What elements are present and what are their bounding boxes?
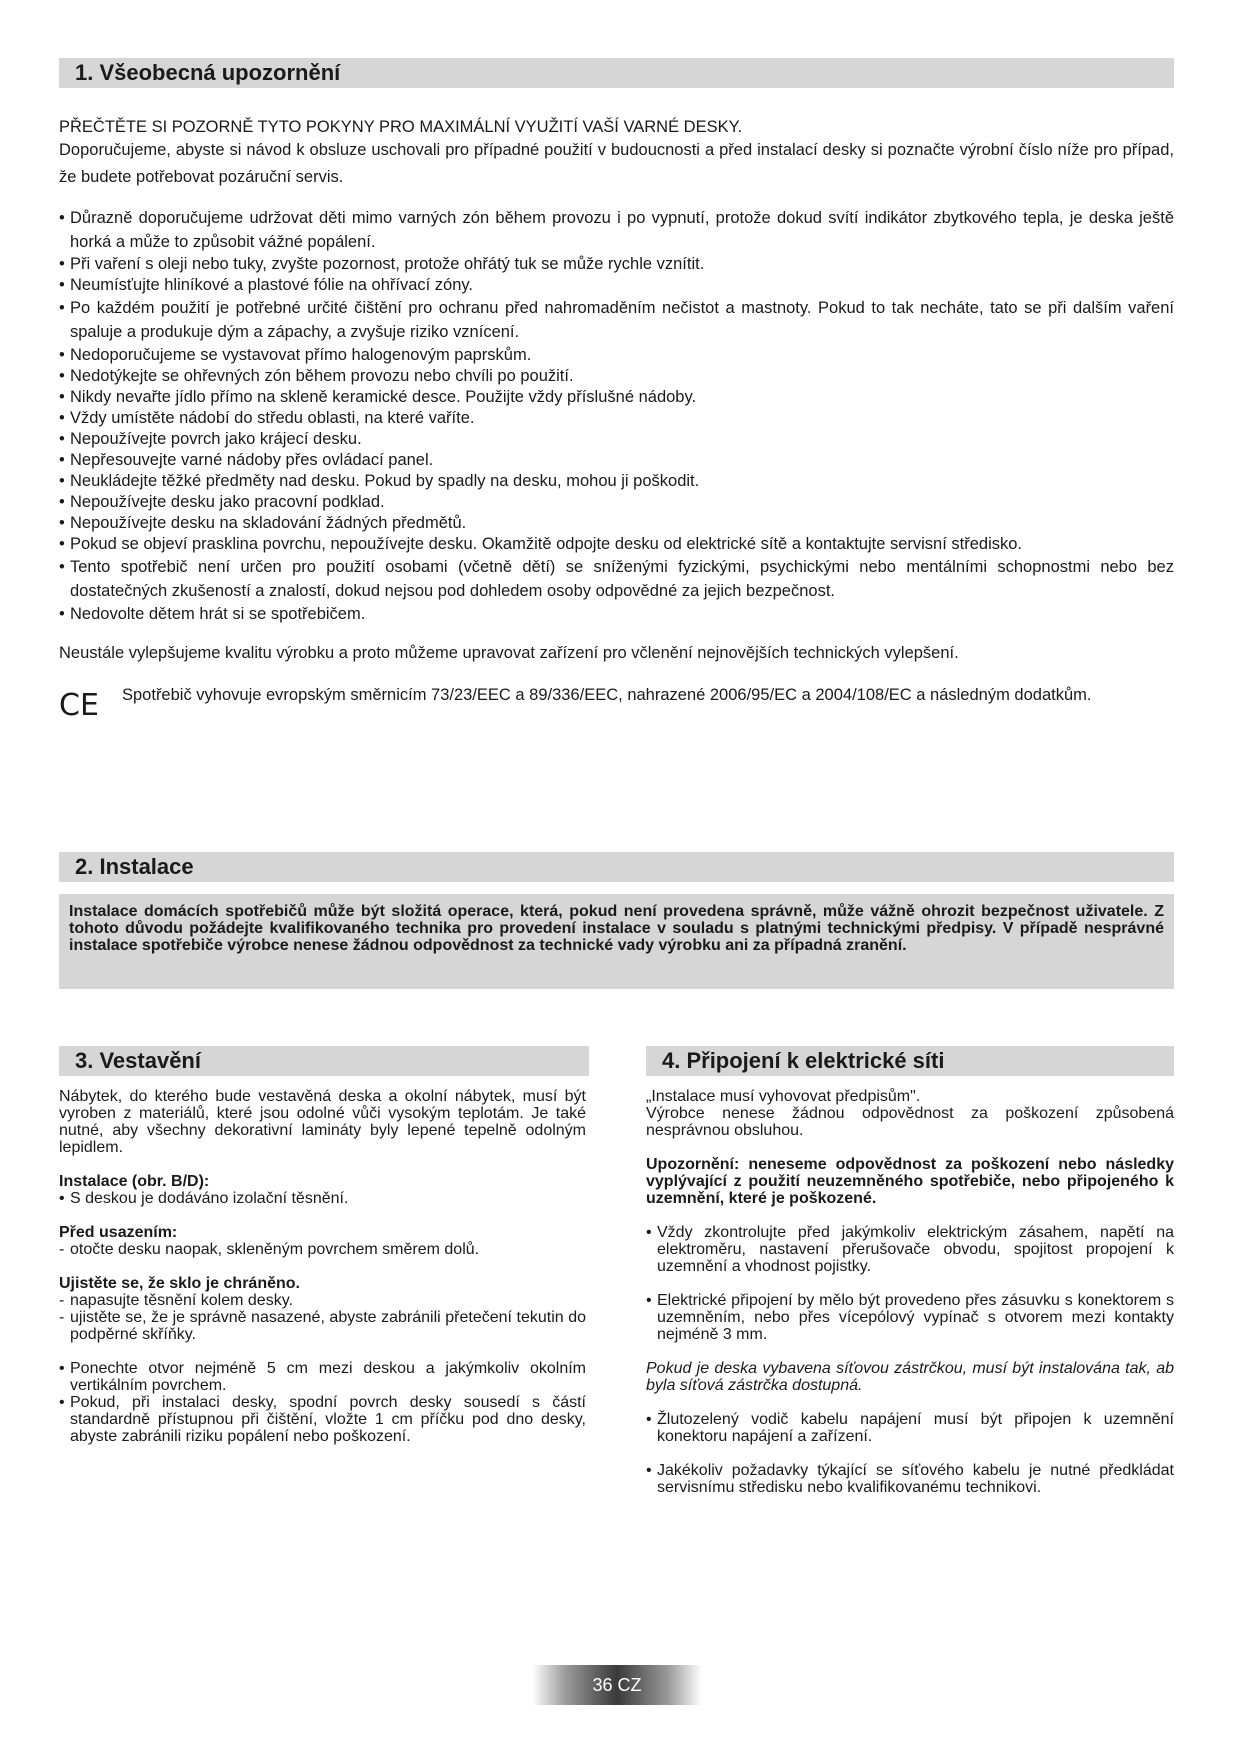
list-item: • Vždy umístěte nádobí do středu oblasti, na které vaříte. [59,408,1174,428]
list-item: • Nedovolte dětem hrát si se spotřebičem. [59,604,1174,624]
list-item: • Nepřesouvejte varné nádoby přes ovládací panel. [59,450,1174,470]
intro-caps: PŘEČTĚTE SI POZORNĚ TYTO POKYNY PRO MAXIMÁLNÍ VYUŽITÍ VAŠÍ VARNÉ DESKY. [59,118,743,136]
list-item: • Jakékoliv požadavky týkající se síťového kabelu je nutné předkládat servisnímu středisku nebo kvalifikovanému technikovi. [646,1462,1174,1496]
list-item: • Elektrické připojení by mělo být provedeno přes zásuvku s konektorem s uzemněním, nebo přes vícepólový vypínač s otvorem mezi kontakty nejméně 3 mm. [646,1292,1174,1343]
section-1-intro [59,118,1174,191]
list-item: • Neumísťujte hliníkové a plastové fólie na ohřívací zóny. [59,275,1174,295]
liability-text: Výrobce nenese žádnou odpovědnost za poškození způsobená nesprávnou obsluhou. [646,1105,1174,1139]
section-4-body [646,1088,1174,1496]
plug-note: Pokud je deska vybavena síťovou zástrčkou, musí být instalována tak, ab byla síťová zástrčka dostupná. [646,1360,1174,1394]
list-item: • S deskou je dodáváno izolační těsnění. [59,1190,586,1207]
installation-warning-text: Instalace domácích spotřebičů může být složitá operace, která, pokud není provedena správně, může vážně ohrozit bezpečnost uživatele. Z tohoto důvodu požádejte kvalifikovaného technika pro provedení instalace v souladu s platnými technickými předpisy. V případě nesprávné instalace spotřebiče výrobce nenese žádnou odpovědnost za technické vady výrobku ani za případná zranění. [69,903,1164,954]
page-number: 36 CZ [532,1665,702,1705]
list-item: • Pokud, při instalaci desky, spodní povrch desky sousedí s částí standardně přístupnou při čištění, vložte 1 cm příčku pod dno desky, abyste zabránili riziku popálení nebo poškození. [59,1394,586,1445]
list-item: • Nepoužívejte desku jako pracovní podklad. [59,492,1174,512]
list-item: • Ponechte otvor nejméně 5 cm mezi deskou a jakýmkoliv okolním vertikálním povrchem. [59,1360,586,1394]
list-item: • Důrazně doporučujeme udržovat děti mimo varných zón během provozu i po vypnutí, protože dokud svítí indikátor zbytkového tepla, je deska ještě horká a může to způsobit vážné popálení. [59,206,1174,254]
list-item: • Vždy zkontrolujte před jakýmkoliv elektrickým zásahem, napětí na elektroměru, nastavení přerušovače obvodu, spojitost propojení k uzemnění a vhodnost pojistky. [646,1224,1174,1275]
list-item: - ujistěte se, že je správně nasazené, abyste zabránili přetečení tekutin do podpěrné skříňky. [59,1309,586,1343]
list-item: • Žlutozelený vodič kabelu napájení musí být připojen k uzemnění konektoru napájení a zařízení. [646,1411,1174,1445]
list-item: • Neukládejte těžké předměty nad desku. Pokud by spadly na desku, mohou ji poškodit. [59,471,1174,491]
list-item: • Nedotýkejte se ohřevných zón během provozu nebo chvíli po použití. [59,366,1174,386]
section-4-header [646,1046,1174,1076]
grounding-warning: Upozornění: neneseme odpovědnost za poškození nebo následky vyplývající z použití neuzemněného spotřebiče, nebo připojeného k uzemnění, které je poškozené. [646,1156,1174,1207]
section-3-body [59,1088,586,1445]
section-1-bullet-list [59,206,1174,625]
improvement-note: Neustále vylepšujeme kvalitu výrobku a proto můžeme upravovat zařízení pro včlenění nejnovějších technických vylepšení. [59,644,959,662]
list-item: - otočte desku naopak, skleněným povrchem směrem dolů. [59,1241,586,1258]
ce-compliance-text: Spotřebič vyhovuje evropským směrnicím 73/23/EEC a 89/336/EEC, nahrazené 2006/95/EC a 2004/108/EC a následným dodatkům. [122,686,1092,704]
section-2-title: 2. Instalace [75,854,194,879]
installation-warning-box [59,894,1174,989]
list-item: • Nepoužívejte povrch jako krájecí desku. [59,429,1174,449]
section-4-title: 4. Připojení k elektrické síti [662,1048,945,1073]
before-heading: Před usazením: [59,1224,178,1241]
section-2-header [59,852,1174,882]
glass-heading: Ujistěte se, že sklo je chráněno. [59,1275,300,1292]
list-item: • Nikdy nevařte jídlo přímo na skleně keramické desce. Použijte vždy příslušné nádoby. [59,387,1174,407]
list-item: - napasujte těsnění kolem desky. [59,1292,586,1309]
list-item: • Nepoužívejte desku na skladování žádných předmětů. [59,513,1174,533]
list-item: • Při vaření s oleji nebo tuky, zvyšte pozornost, protože ohřátý tuk se může rychle vznítit. [59,254,1174,274]
intro-text: Doporučujeme, abyste si návod k obsluze uschovali pro případné použití v budoucnosti a před instalací desky si poznačte výrobní číslo níže pro případ, že budete potřebovat pozáruční servis. [59,141,1174,186]
installation-quote: „Instalace musí vyhovovat předpisům". [646,1088,921,1105]
section-3-intro: Nábytek, do kterého bude vestavěná deska a okolní nábytek, musí být vyroben z materiálů, které jsou odolné vůči vysokým teplotám. Je také nutné, aby všechny dekorativní lamináty byly lepené tepelně odolným lepidlem. [59,1088,586,1156]
ce-mark-icon: CE [59,688,99,723]
list-item: • Tento spotřebič není určen pro použití osobami (včetně dětí) se sníženými fyzickými, psychickými nebo mentálními schopnostmi nebo bez dostatečných zkušeností a znalostí, dokud nejsou pod dohledem osoby odpovědné za jejich bezpečnost. [59,555,1174,603]
list-item: • Pokud se objeví prasklina povrchu, nepoužívejte desku. Okamžitě odpojte desku od elektrické sítě a kontaktujte servisní středisko. [59,534,1174,554]
install-heading: Instalace (obr. B/D): [59,1173,210,1190]
list-item: • Po každém použití je potřebné určité čištění pro ochranu před nahromaděním nečistot a mastnoty. Pokud to tak necháte, tato se při dalším vaření spaluje a produkuje dým a zápachy, a zvyšuje riziko vznícení. [59,296,1174,344]
section-3-header [59,1046,589,1076]
section-1-header [59,58,1174,88]
list-item: • Nedoporučujeme se vystavovat přímo halogenovým paprskům. [59,345,1174,365]
section-3-title: 3. Vestavění [75,1048,201,1073]
section-1-title: 1. Všeobecná upozornění [75,60,341,85]
